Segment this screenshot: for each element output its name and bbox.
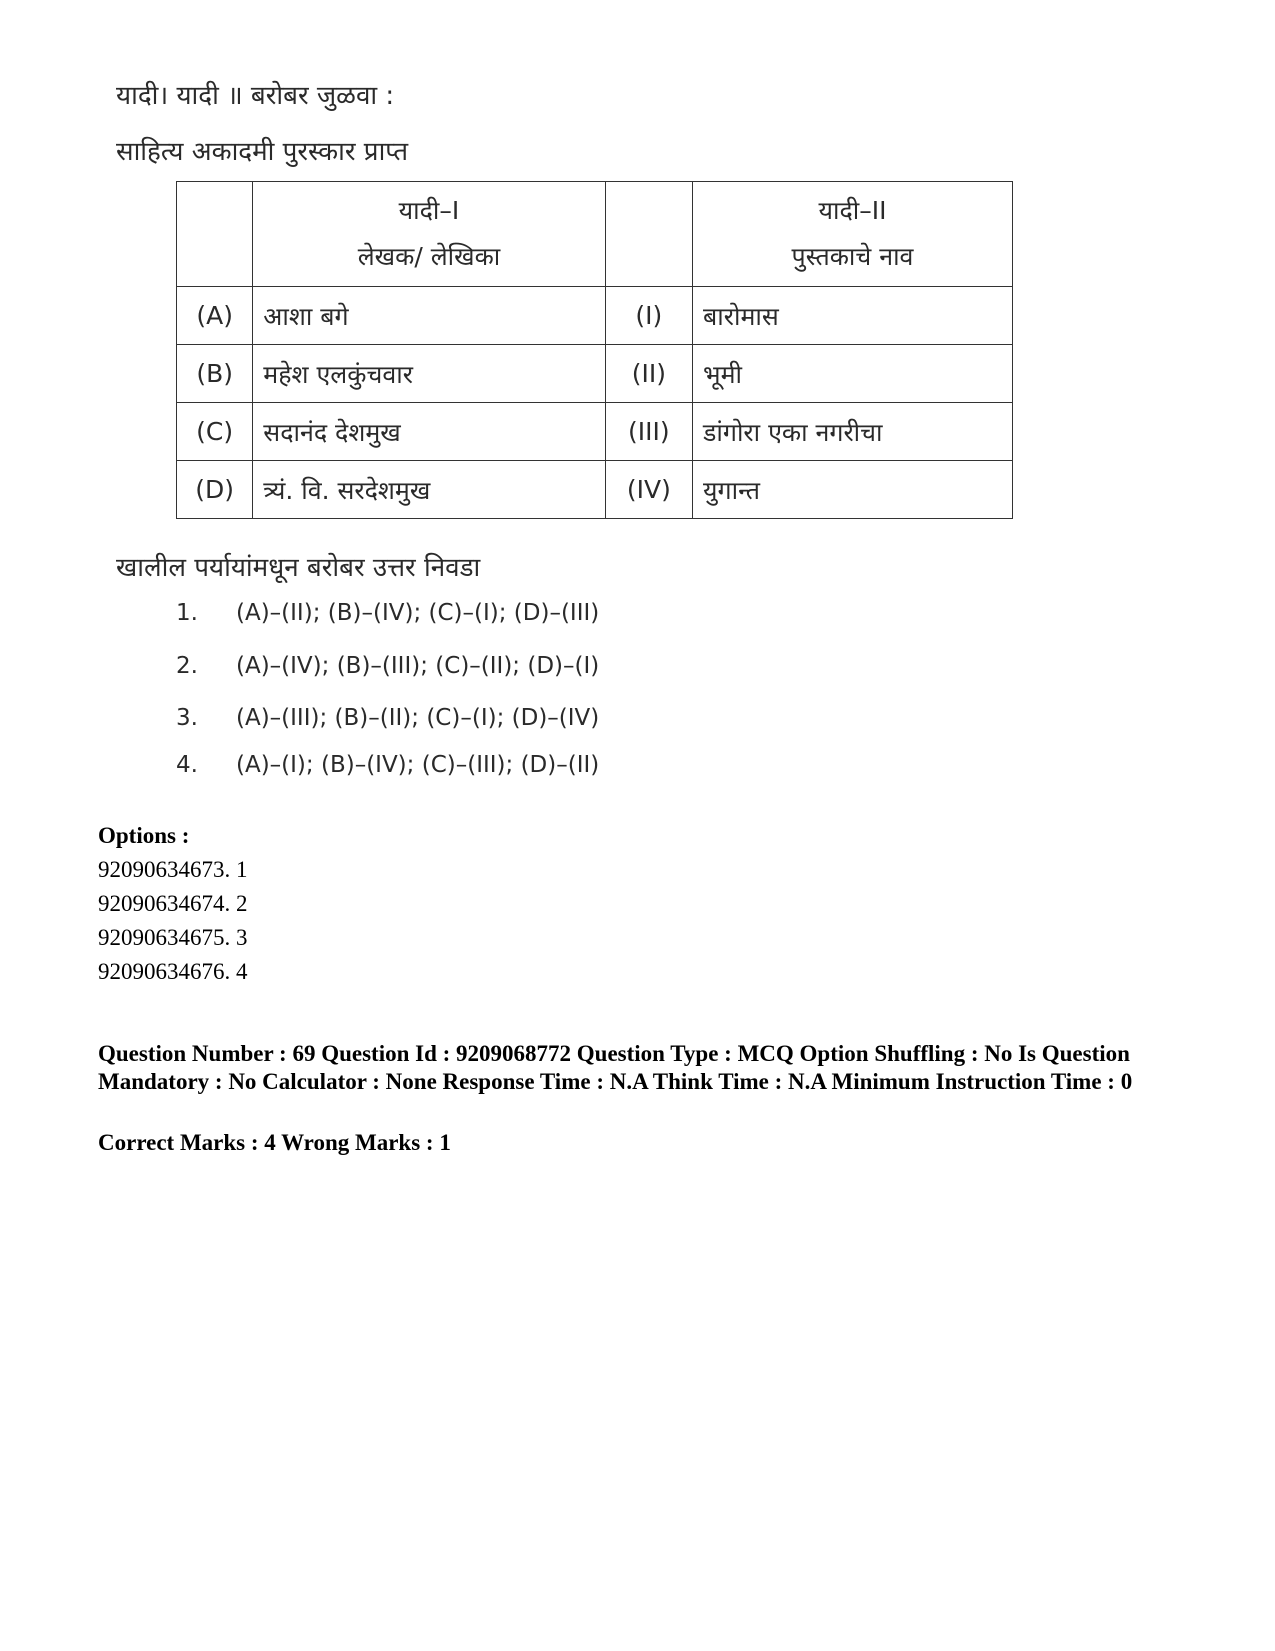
question-subtitle: साहित्य अकादमी पुरस्कार प्राप्त bbox=[116, 137, 409, 167]
choice-text: (A)–(II); (B)–(IV); (C)–(I); (D)–(III) bbox=[236, 600, 600, 626]
list2-header-cell bbox=[693, 182, 1013, 287]
choice-text: (A)–(I); (B)–(IV); (C)–(III); (D)–(II) bbox=[236, 752, 600, 778]
left-label: (D) bbox=[177, 461, 253, 519]
left-item: महेश एलकुंचवार bbox=[253, 345, 605, 403]
choose-prompt: खालील पर्यायांमधून बरोबर उत्तर निवडा bbox=[116, 553, 481, 583]
choice-number: 1. bbox=[176, 600, 198, 626]
right-item: बारोमास bbox=[693, 287, 1013, 345]
table-header-row bbox=[177, 182, 1013, 287]
question-meta: Question Number : 69 Question Id : 9209068772 Question Type : MCQ Option Shuffling : No Is Question Mandatory : No Calculator : None Response Time : N.A Think Time : N.A Minimum Instruction Time : 0 bbox=[98, 1041, 1133, 1094]
left-item: आशा बगे bbox=[253, 287, 605, 345]
left-item: त्र्यं. वि. सरदेशमुख bbox=[253, 461, 605, 519]
option-item: 92090634676. 4 bbox=[98, 959, 248, 984]
table-row bbox=[177, 403, 1013, 461]
choice-text: (A)–(III); (B)–(II); (C)–(I); (D)–(IV) bbox=[236, 705, 600, 731]
choice-number: 2. bbox=[176, 653, 198, 679]
right-label: (I) bbox=[605, 287, 692, 345]
match-table bbox=[176, 181, 1013, 519]
list1-subheader: लेखक/ लेखिका bbox=[357, 242, 501, 271]
left-label: (A) bbox=[177, 287, 253, 345]
option-item: 92090634673. 1 bbox=[98, 857, 248, 882]
answer-choice bbox=[176, 653, 599, 679]
right-item: युगान्त bbox=[693, 461, 1013, 519]
right-item: भूमी bbox=[693, 345, 1013, 403]
choice-number: 3. bbox=[176, 705, 198, 731]
right-item: डांगोरा एका नगरीचा bbox=[693, 403, 1013, 461]
marks-info: Correct Marks : 4 Wrong Marks : 1 bbox=[98, 1130, 451, 1155]
question-instruction: यादी। यादी ॥ बरोबर जुळवा : bbox=[116, 81, 395, 111]
header-blank-cell bbox=[177, 182, 253, 287]
left-item: सदानंद देशमुख bbox=[253, 403, 605, 461]
options-heading: Options : bbox=[98, 823, 190, 848]
option-item: 92090634674. 2 bbox=[98, 891, 248, 916]
answer-choice bbox=[176, 600, 599, 626]
list2-subheader: पुस्तकाचे नाव bbox=[791, 242, 914, 271]
choice-text: (A)–(IV); (B)–(III); (C)–(II); (D)–(I) bbox=[236, 653, 600, 679]
table-row bbox=[177, 461, 1013, 519]
left-label: (B) bbox=[177, 345, 253, 403]
list1-header-cell bbox=[253, 182, 605, 287]
list2-header: यादी–II bbox=[818, 196, 887, 225]
table-row bbox=[177, 287, 1013, 345]
right-label: (III) bbox=[605, 403, 692, 461]
choice-number: 4. bbox=[176, 752, 198, 778]
header-blank-cell bbox=[605, 182, 692, 287]
answer-choice bbox=[176, 705, 599, 731]
answer-choice bbox=[176, 752, 599, 778]
right-label: (IV) bbox=[605, 461, 692, 519]
table-row bbox=[177, 345, 1013, 403]
right-label: (II) bbox=[605, 345, 692, 403]
option-item: 92090634675. 3 bbox=[98, 925, 248, 950]
left-label: (C) bbox=[177, 403, 253, 461]
list1-header: यादी–I bbox=[398, 196, 460, 225]
